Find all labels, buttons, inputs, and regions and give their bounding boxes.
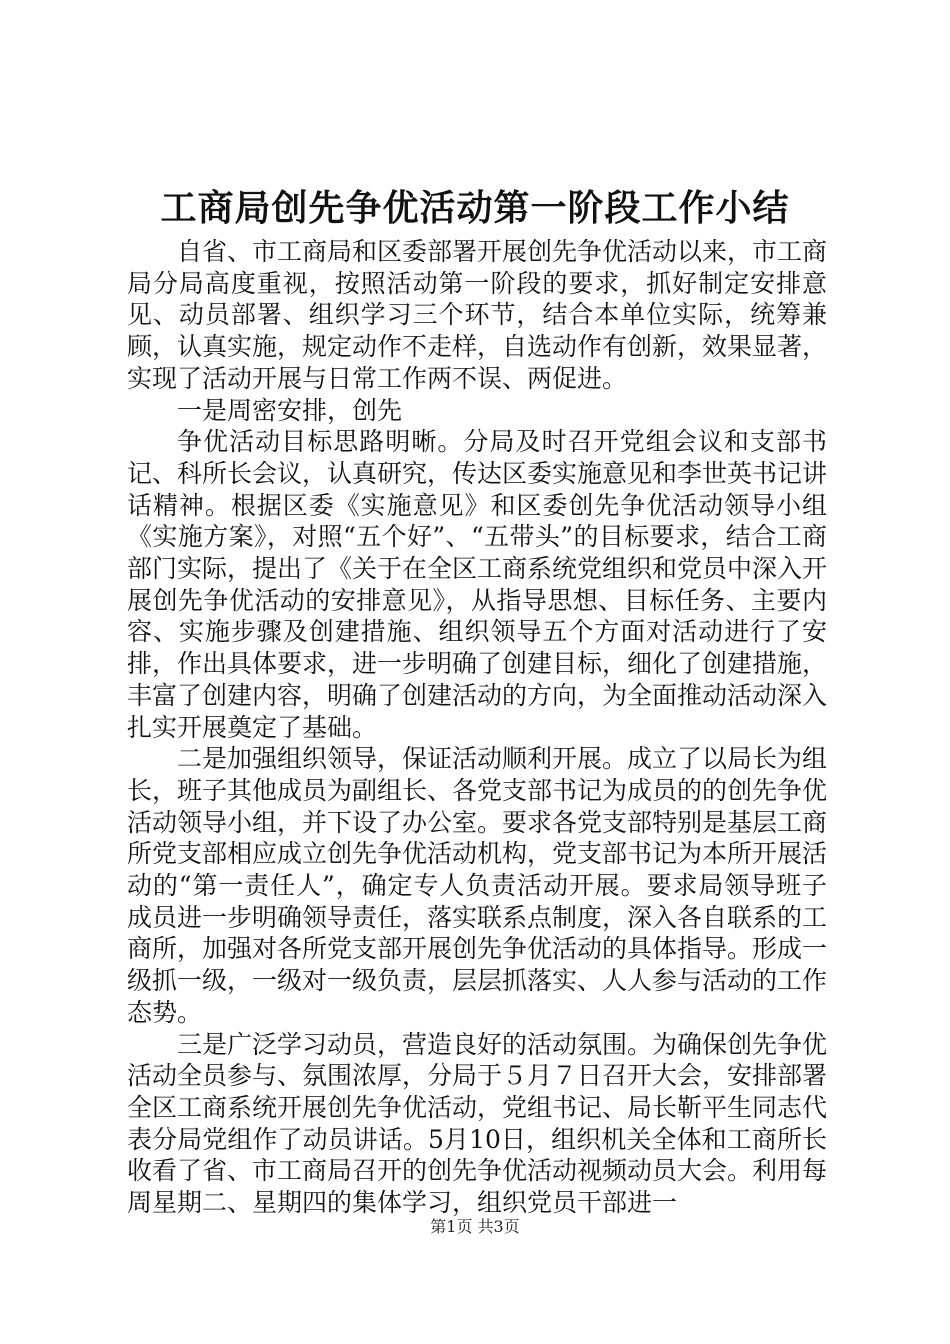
- document-body: [127, 236, 827, 1219]
- paragraph-intro: 自省、市工商局和区委部署开展创先争优活动以来，市工商局分局高度重视，按照活动第一阶段的要求，抓好制定安排意见、动员部署、组织学习三个环节，结合本单位实际，统筹兼顾，认真实施，规定动作不走样，自选动作有创新，效果显著，实现了活动开展与日常工作两不误、两促进。: [127, 237, 828, 393]
- paragraph-point-two: 二是加强组织领导，保证活动顺利开展。成立了以局长为组长，班子其他成员为副组长、各党支部书记为成员的的创先争优活动领导小组，并下设了办公室。要求各党支部特别是基层工商所党支部相应成立创先争优活动机构，党支部书记为本所开展活动的“第一责任人”，确定专人负责活动开展。要求局领导班子成员进一步明确领导责任，落实联系点制度，深入各自联系的工商所，加强对各所党支部开展创先争优活动的具体指导。形成一级抓一级，一级对一级负责，层层抓落实、人人参与活动的工作态势。: [127, 744, 828, 1027]
- page-number-footer: 第1页 共3页: [430, 1217, 520, 1236]
- paragraph-point-one-heading: 一是周密安排，创先: [177, 395, 403, 425]
- document-title: 工商局创先争优活动第一阶段工作小结: [160, 187, 790, 229]
- paragraph-point-one-body: 争优活动目标思路明晰。分局及时召开党组会议和支部书记、科所长会议，认真研究，传达区委实施意见和李世英书记讲话精神。根据区委《实施意见》和区委创先争优活动领导小组《实施方案》，对照“五个好”、“五带头”的目标要求，结合工商部门实际，提出了《关于在全区工商系统党组织和党员中深入开展创先争优活动的安排意见》，从指导思想、目标任务、主要内容、实施步骤及创建措施、组织领导五个方面对活动进行了安排，作出具体要求，进一步明确了创建目标，细化了创建措施，丰富了创建内容，明确了创建活动的方向，为全面推动活动深入扎实开展奠定了基础。: [127, 427, 828, 742]
- paragraph-point-three: 三是广泛学习动员，营造良好的活动氛围。为确保创先争优活动全员参与、氛围浓厚，分局于５月７日召开大会，安排部署全区工商系统开展创先争优活动，党组书记、局长靳平生同志代表分局党组作了动员讲话。5月10日，组织机关全体和工商所长收看了省、市工商局召开的创先争优活动视频动员大会。利用每周星期二、星期四的集体学习，组织党员干部进一: [127, 1029, 828, 1218]
